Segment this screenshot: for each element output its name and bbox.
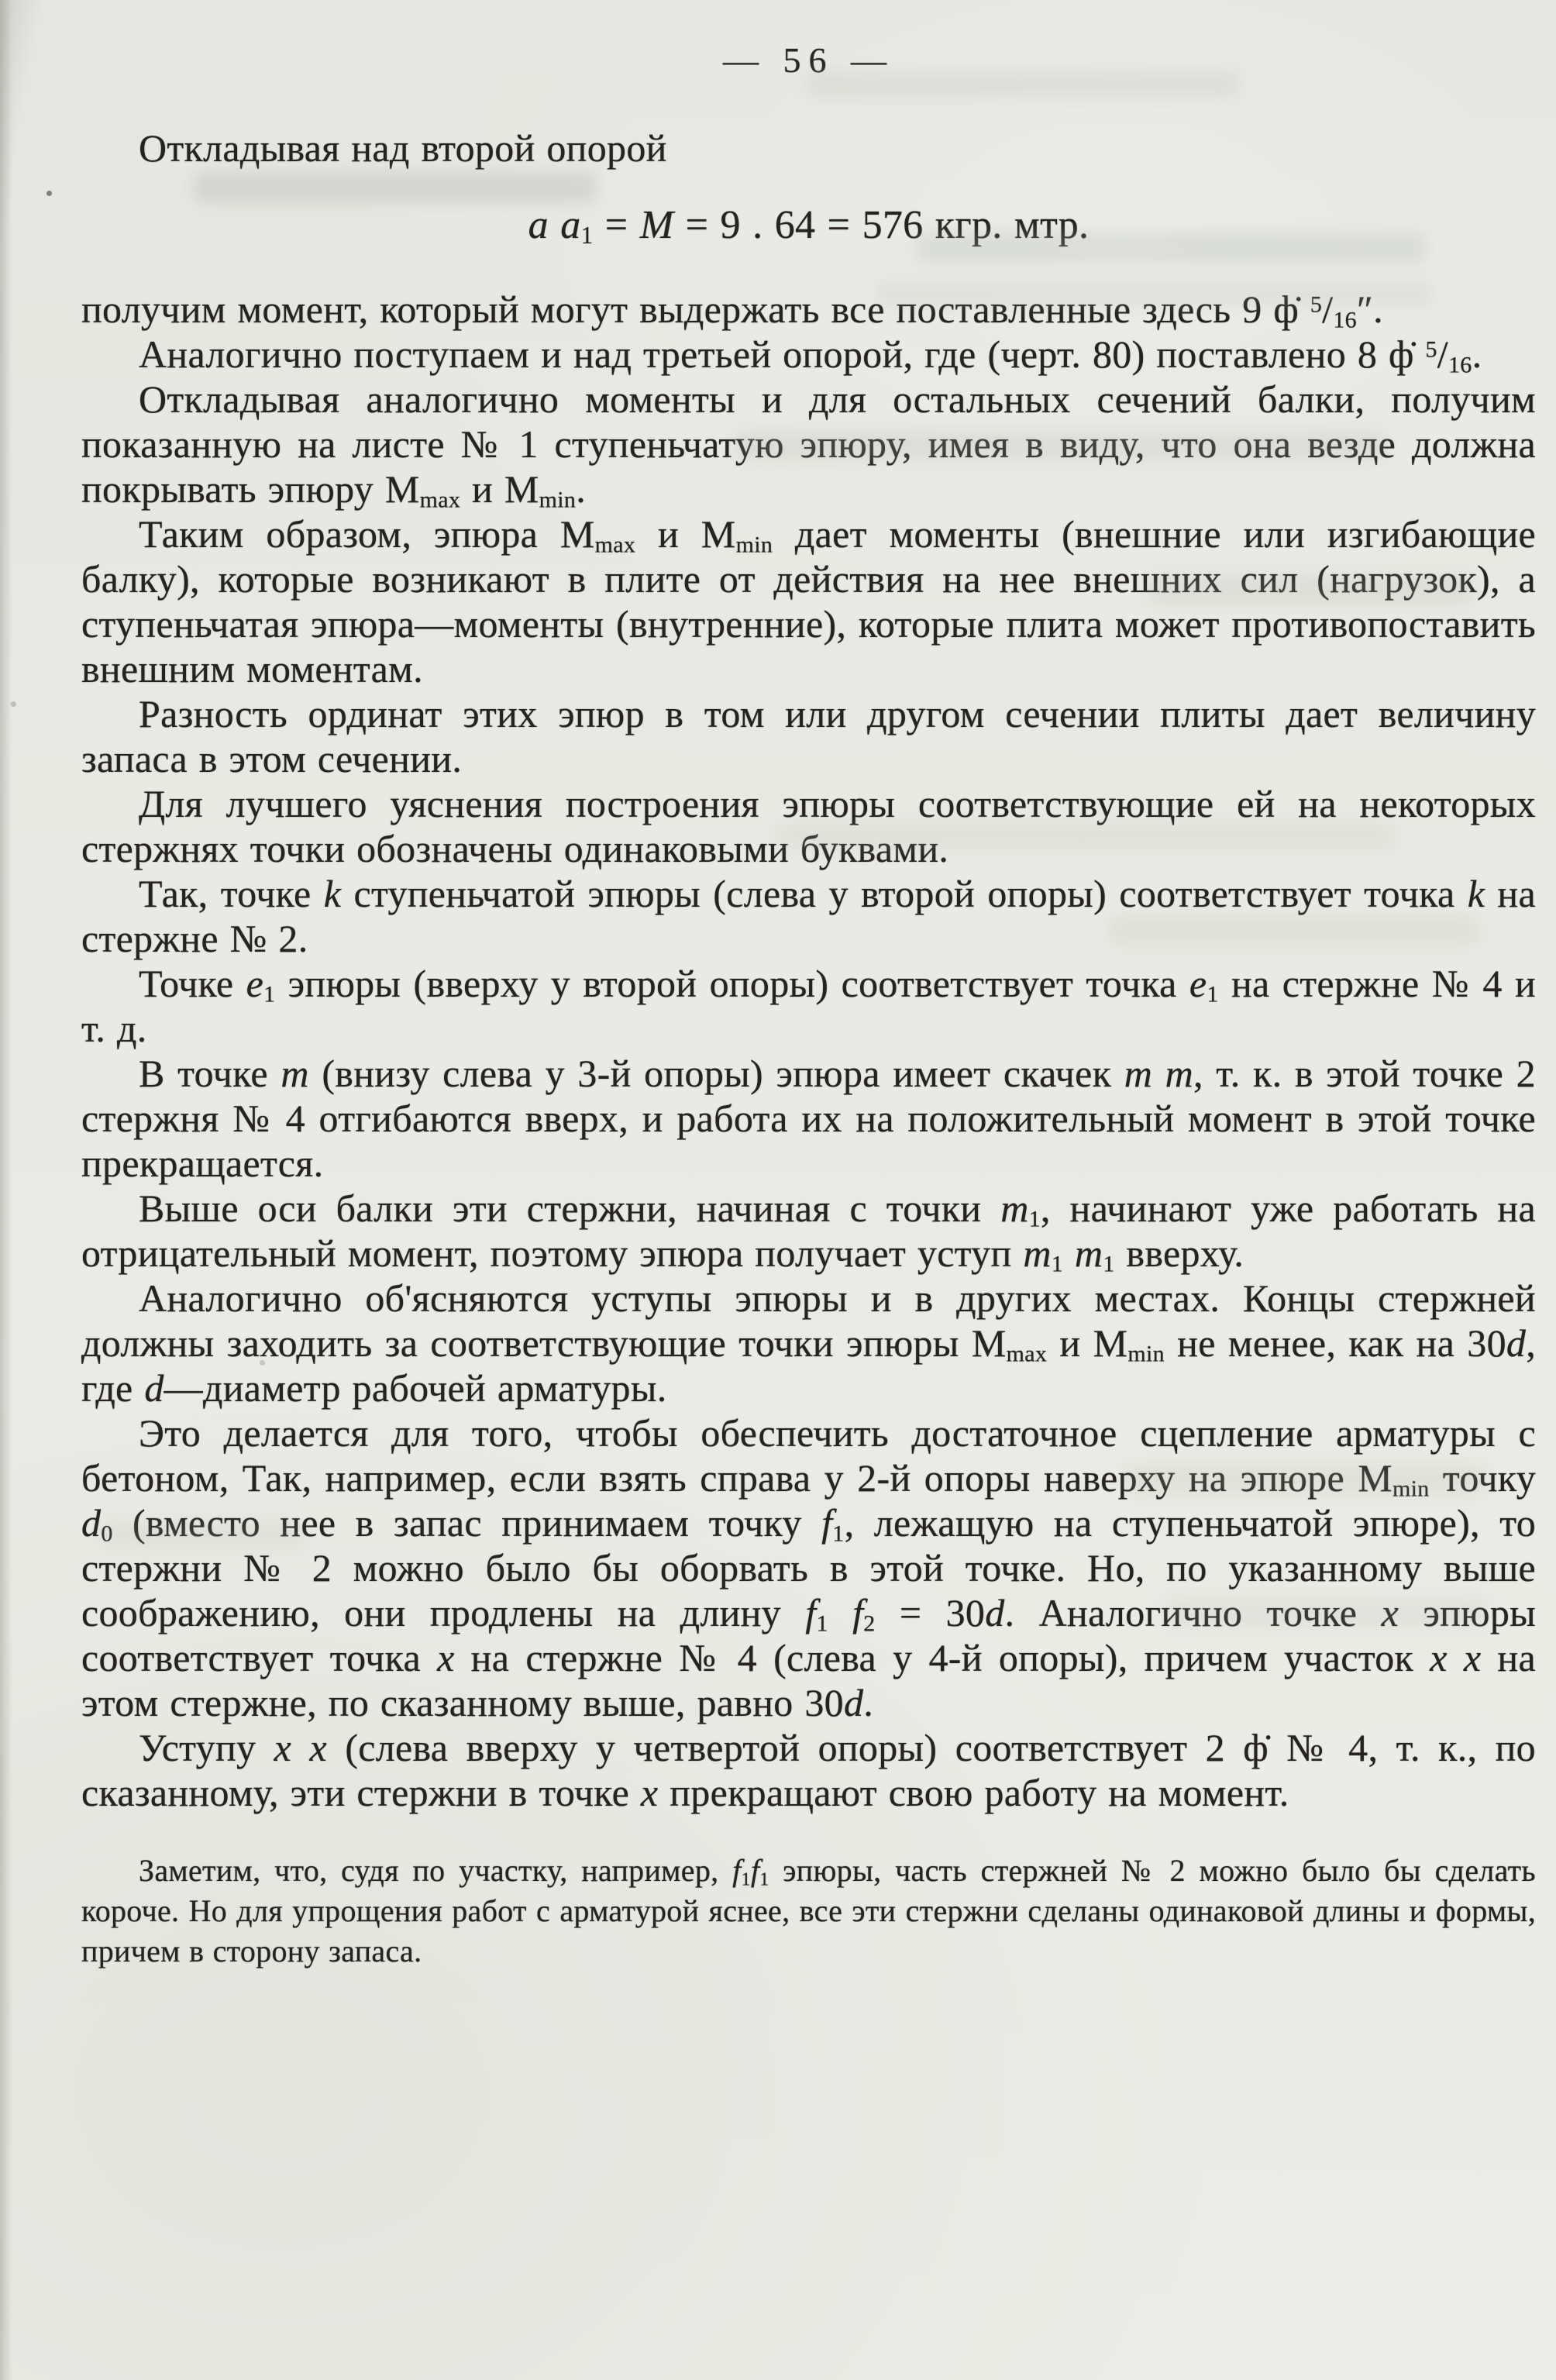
ink-speck xyxy=(46,191,52,196)
paragraph: Для лучшего уяснения построения эпюры соответствующие ей на некоторых стержнях точки обозначены одинаковыми буквами. xyxy=(81,782,1536,870)
paragraph: В точке m (внизу слева у 3-й опоры) эпюра имеет скачек m m, т. к. в этой точке 2 стержня № 4 отгибаются вверх, и работа их на положительный момент в этой точке прекращается. xyxy=(81,1052,1536,1185)
paragraph: Точке $e_1$ эпюры (вверху у второй опоры) соответствует точка $e_1$ на стержне № 4 и т. д. xyxy=(81,962,1537,1050)
paragraph: Выше оси балки эти стержни, начиная с точки $m_1$, начинают уже работать на отрицательный момент, поэтому эпюра получает уступ $m_1$ $m_1$ вверху. xyxy=(81,1187,1536,1277)
ink-speck xyxy=(11,701,16,707)
paragraph: Таким образом, эпюра $M_{max}$ и $M_{min}$ дает моменты (внешние или изгибающие балку), которые возникают в плите от действия на нее внешних сил (нагрузок), а ступеньчатая эпюра—моменты (внутренние), которые плита может противопоставить внешним моментам. xyxy=(81,512,1537,691)
formula-line: a $a_1 = M = 9$ . 64 = 576 кгр. мтр. xyxy=(528,203,1090,249)
page-content xyxy=(81,126,1536,1972)
footnote-text: Заметим, что, судя по участку, например, $f_1f_1$ эпюры, часть стержней № 2 можно было бы сделать короче. Но для упрощения работ с арматурой яснее, все эти стержни сделаны одинаковой длины и формы, причем в сторону запаса. xyxy=(81,1853,1536,1968)
paragraph: Откладывая аналогично моменты и для остальных сечений балки, получим показанную на листе № 1 ступеньчатую эпюру, имея в виду, что она везде должна покрывать эпюру $M_{max}$ и $M_{min}$. xyxy=(81,377,1536,513)
paragraph: Аналогично об'ясняются уступы эпюры и в других местах. Концы стержней должны заходить за соответствующие точки эпюры $M_{max}$ и $M_{min}$ не менее, как на 30d, где d—диаметр рабочей арматуры. xyxy=(81,1276,1536,1410)
paragraph: Откладывая над второй опорой xyxy=(139,126,667,170)
paragraph: Аналогично поступаем и над третьей опорой, где (черт. 80) поставлено 8 ф̇ $^5/_{16}$. xyxy=(139,332,1482,378)
page-edge-shadow xyxy=(0,0,12,2380)
paragraph: Это делается для того, чтобы обеспечить достаточное сцепление арматуры с бетоном, Так, например, если взять справа у 2-й опоры наверху на эпюре $M_{min}$ точку $d_0$ (вместо нее в запас принимаем точку $f_1$, лежащую на ступеньчатой эпюре), то стержни № 2 можно было бы оборвать в этой точке. Но, по указанному выше соображению, они продлены на длину $f_1$ $f_2 = 30d$. Аналогично точке x эпюры соответствует точка x на стержне № 4 (слева у 4-й опоры), причем участок x x на этом стержне, по сказанному выше, равно 30d. xyxy=(81,1411,1537,1724)
paragraph: Разность ординат этих эпюр в том или другом сечении плиты дает величину запаса в этом сечении. xyxy=(81,692,1536,780)
page-number: — 56 — xyxy=(723,40,894,80)
paragraph: Так, точке k ступеньчатой эпюры (слева у второй опоры) соответствует точка k на стержне № 2. xyxy=(81,872,1536,960)
paragraph: получим момент, который могут выдержать все поставленные здесь 9 ф̇ $^5/_{16}''$. xyxy=(81,288,1383,333)
paragraph: Уступу x x (слева вверху у четвертой опоры) соответствует 2 ф̇ № 4, т. к., по сказанному, эти стержни в точке x прекращают свою работу на момент. xyxy=(81,1726,1536,1814)
